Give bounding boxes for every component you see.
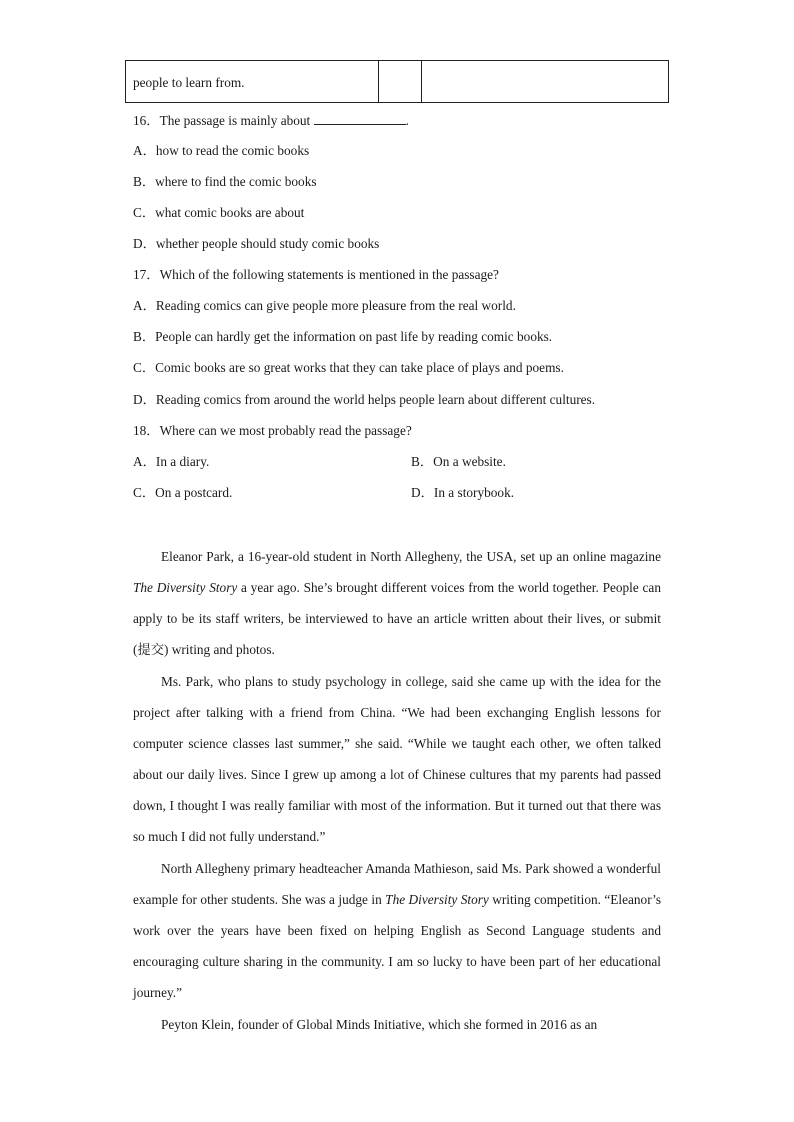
magazine-title: The Diversity Story bbox=[385, 892, 489, 907]
question-17-option-d: D．Reading comics from around the world helps people learn about different cultures. bbox=[133, 392, 596, 407]
question-17-option-c: C．Comic books are so great works that they can take place of plays and poems. bbox=[133, 360, 564, 375]
question-17-option-b: B．People can hardly get the information on past life by reading comic books. bbox=[133, 329, 553, 344]
question-16-option-b: B．where to find the comic books bbox=[133, 174, 317, 189]
question-18-stem: 18．Where can we most probably read the passage? bbox=[133, 423, 412, 438]
answer-blank bbox=[314, 112, 406, 125]
passage-paragraph-1 bbox=[133, 541, 661, 665]
passage-paragraph-4: Peyton Klein, founder of Global Minds Initiative, which she formed in 2016 as an bbox=[161, 1017, 598, 1032]
table-cell-text: people to learn from. bbox=[126, 61, 379, 102]
paragraph-text: Eleanor Park, a 16-year-old student in North Allegheny, the USA, set up an online magazine bbox=[161, 549, 661, 564]
question-17-option-a: A．Reading comics can give people more pleasure from the real world. bbox=[133, 298, 516, 313]
question-17-stem: 17．Which of the following statements is mentioned in the passage? bbox=[133, 267, 499, 282]
table-cell-empty bbox=[422, 61, 668, 102]
paragraph-text: North Allegheny primary headteacher Amanda Mathieson, said Ms. Park showed a wonderful example for other students. She was a judge in bbox=[133, 861, 661, 907]
question-16-option-d: D．whether people should study comic books bbox=[133, 236, 380, 251]
answer-table-row bbox=[125, 60, 669, 103]
passage-paragraph-2: Ms. Park, who plans to study psychology in college, said she came up with the idea for the project after talking with a friend from China. “We had been exchanging English lessons for computer science classes last summer,” she said. “While we taught each other, we often talked about our daily lives. Since I grew up among a lot of Chinese cultures that my parents had passed down, I thought I was really familiar with most of the information. But it turned out that there was so much I did not fully understand.” bbox=[133, 674, 661, 844]
passage-paragraph-3 bbox=[133, 853, 661, 1008]
question-18-option-b: B．On a website. bbox=[411, 454, 506, 469]
question-16-option-c: C．what comic books are about bbox=[133, 205, 305, 220]
question-16-stem-text: 16．The passage is mainly about bbox=[133, 113, 314, 128]
question-16-option-a: A．how to read the comic books bbox=[133, 143, 310, 158]
table-cell-empty bbox=[379, 61, 422, 102]
paragraph-text: writing competition. “Eleanor’s work over the years have been fixed on helping English as Second Language students and encouraging culture sharing in the community. I am so lucky to have been part of her educational journey.” bbox=[133, 892, 661, 1000]
question-18-option-d: D．In a storybook. bbox=[411, 485, 515, 500]
question-16-stem-end: . bbox=[405, 113, 409, 128]
question-18-option-a: A．In a diary. bbox=[133, 454, 210, 469]
question-16-stem bbox=[133, 112, 409, 129]
paragraph-text: a year ago. She’s brought different voices from the world together. People can apply to be its staff writers, be interviewed to have an article written about their lives, or submit (提交) writing and photos. bbox=[133, 580, 661, 657]
magazine-title: The Diversity Story bbox=[133, 580, 238, 595]
question-18-option-c: C．On a postcard. bbox=[133, 485, 233, 500]
